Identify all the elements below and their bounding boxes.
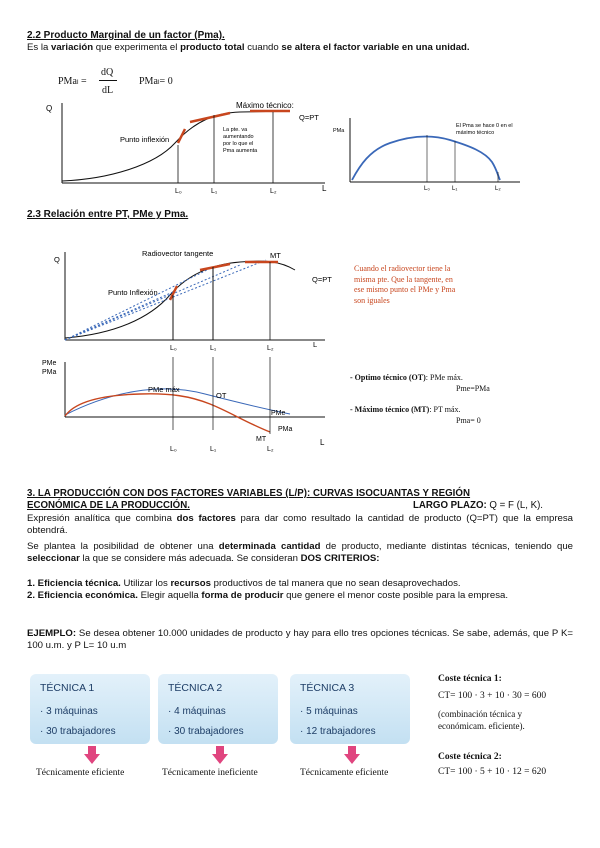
pma-definition: Es la variación que experimenta el producto total cuando se altera el factor variable en una unidad. — [27, 42, 470, 53]
note-line-4: Pma aumenta — [223, 148, 258, 154]
fraction-bar — [99, 80, 117, 81]
rel-l0: L₀ — [170, 345, 177, 352]
rel-bottom-l: L — [320, 438, 325, 447]
tecnica-1-label: Técnicamente eficiente — [36, 768, 125, 778]
pt-l2: L₂ — [270, 188, 277, 195]
ejemplo: EJEMPLO: Se desea obtener 10.000 unidades de producto y hay para ello tres opciones técnicas. Se sabe, además, que P K= 100 u.m. y P L= 10 u.m — [27, 628, 573, 651]
rel-mt-label: MT — [270, 251, 281, 260]
pme-curve-label: PMe — [271, 410, 286, 417]
inflexion-label: Punto inflexión — [120, 135, 170, 144]
criterio-1: 1. Eficiencia técnica. Utilizar los recursos productivos de tal manera que no sean desaprovechados. — [27, 578, 461, 589]
coste-1-note: (combinación técnica y económicam. eficiente). — [438, 709, 525, 731]
tecnica-2-title: TÉCNICA 2 — [168, 682, 223, 694]
rel-bottom-l2: L₂ — [267, 446, 274, 453]
para-criterios: Se plantea la posibilidad de obtener una determinada cantidad de producto, mediante distintas técnicas, teniendo que seleccionar la que se considere más adecuada. Se consideran DOS CRITERIOS: — [27, 541, 573, 564]
rel-axis-pma: PMa — [42, 369, 57, 376]
arrow-down-icon — [84, 746, 100, 764]
tecnica-3-title: TÉCNICA 3 — [300, 682, 355, 694]
note-line-1: La pte. va — [223, 127, 248, 133]
tecnica-3-maquinas: · 5 máquinas — [300, 706, 358, 717]
pma-axis-label: PMa — [333, 128, 345, 134]
tecnica-2-label: Técnicamente ineficiente — [162, 768, 258, 778]
rel-inflexion-label: Punto Inflexión — [108, 288, 158, 297]
formula-dl: dL — [102, 85, 114, 96]
max-tecnico-label: Máximo técnico: — [236, 101, 294, 110]
tecnica-1-trabajadores: · 30 trabajadores — [40, 726, 116, 737]
mt-definition: - Máximo técnico (MT): PT máx. Pma= 0 — [350, 405, 481, 425]
rel-axis-q: Q — [54, 255, 60, 264]
largo-plazo: LARGO PLAZO: Q = F (L, K). — [413, 500, 543, 511]
rel-axis-pme: PMe — [42, 360, 57, 367]
pt-graph — [40, 95, 340, 200]
tecnica-2-trabajadores: · 30 trabajadores — [168, 726, 244, 737]
tecnica-1-maquinas: · 3 máquinas — [40, 706, 98, 717]
pma-l0: L₀ — [424, 186, 430, 192]
tecnica-2-box — [158, 674, 278, 744]
relation-top-graph — [30, 240, 340, 355]
tecnica-3-label: Técnicamente eficiente — [300, 768, 389, 778]
coste-1-title: Coste técnica 1: — [438, 674, 502, 684]
criterio-2: 2. Eficiencia económica. Elegir aquella forma de producir que genere el menor coste posible para la empresa. — [27, 590, 509, 601]
note-line-3: por lo que el — [223, 141, 254, 147]
pt-qpt-label: Q=PT — [299, 113, 319, 122]
pma-curve-label: PMa — [278, 426, 293, 433]
section-3-title-line1: 3. LA PRODUCCIÓN CON DOS FACTORES VARIABLES (L/P): CURVAS ISOCUANTAS Y REGIÓN — [27, 488, 471, 499]
coste-1-formula: CT= 100 · 3 + 10 · 30 = 600 — [438, 691, 547, 701]
pma-l2: L₂ — [495, 186, 501, 192]
ot-definition: - Optimo técnico (OT): PMe máx. Pme=PMa — [350, 373, 490, 393]
relation-bottom-graph — [30, 352, 340, 457]
relation-note: Cuando el radiovector tiene la misma pte. Que la tangente, en ese mismo punto el PMe y Pma son iguales — [354, 264, 456, 305]
pme-max-label: PMe máx — [148, 385, 180, 394]
coste-2-title: Coste técnica 2: — [438, 752, 502, 762]
arrow-down-icon — [344, 746, 360, 764]
section-3-title-line2: ECONÓMICA DE LA PRODUCCIÓN. — [27, 500, 190, 511]
section-2-3-title: 2.3 Relación entre PT, PMe y Pma. — [27, 209, 189, 220]
rel-axis-l: L — [313, 340, 318, 349]
pma-formula-right: PMaₗ= 0 — [139, 76, 173, 87]
pma-note-2: máximo técnico — [456, 130, 495, 136]
tecnica-1-title: TÉCNICA 1 — [40, 682, 95, 694]
tecnica-1-box — [30, 674, 150, 744]
pt-axis-l: L — [322, 184, 327, 193]
section-2-2-title: 2.2 Producto Marginal de un factor (Pma). — [27, 30, 225, 41]
rel-l1: L₁ — [210, 345, 217, 352]
rel-l2: L₂ — [267, 345, 274, 352]
rel-bottom-mt: MT — [256, 436, 267, 443]
pma-graph — [330, 110, 530, 195]
rel-bottom-l0: L₀ — [170, 446, 177, 453]
rel-bottom-l1: L₁ — [210, 446, 217, 453]
note-line-2: aumentando — [223, 134, 254, 140]
radiovector-label: Radiovector tangente — [142, 249, 214, 258]
pt-axis-q: Q — [46, 104, 53, 113]
pma-l1: L₁ — [452, 186, 458, 192]
arrow-down-icon — [212, 746, 228, 764]
rel-qpt-label: Q=PT — [312, 275, 332, 284]
ot-label: OT — [216, 391, 227, 400]
tecnica-3-trabajadores: · 12 trabajadores — [300, 726, 376, 737]
tecnica-3-box — [290, 674, 410, 744]
pt-l1: L₁ — [211, 188, 218, 195]
pma-note-1: El Pma se hace 0 en el — [456, 123, 513, 129]
coste-2-formula: CT= 100 · 5 + 10 · 12 = 620 — [438, 767, 547, 777]
pma-formula-left: PMaₗ = — [58, 76, 87, 87]
pt-l0: L₀ — [175, 188, 182, 195]
para-expresion: Expresión analítica que combina dos factores para dar como resultado la cantidad de producto (Q=PT) que la empresa obtendrá. — [27, 513, 573, 536]
formula-dq: dQ — [101, 67, 114, 78]
tecnica-2-maquinas: · 4 máquinas — [168, 706, 226, 717]
